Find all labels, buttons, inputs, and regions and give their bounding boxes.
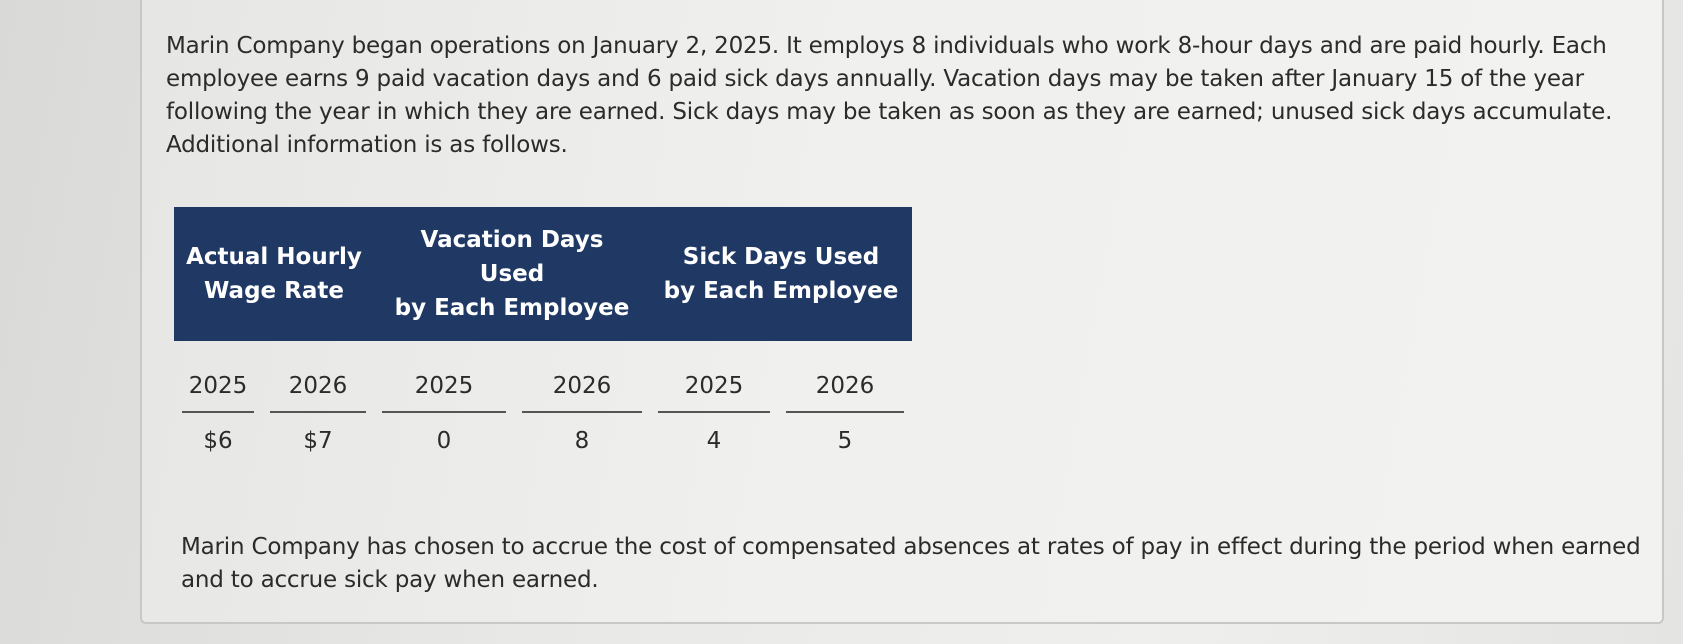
absence-data-table: [174, 207, 912, 469]
value-cell: $7: [303, 428, 333, 454]
year-cell: 2026: [778, 373, 912, 413]
table-header-row: [174, 207, 912, 341]
year-cell: 2026: [514, 373, 650, 413]
year-cell: 2025: [174, 373, 262, 413]
year-cell: 2025: [374, 373, 514, 413]
year-row: [174, 353, 912, 413]
value-row: [174, 413, 912, 469]
value-cell: $6: [203, 428, 233, 454]
year-cell: 2025: [650, 373, 778, 413]
header-wage-rate: Actual Hourly Wage Rate: [186, 244, 362, 304]
header-vacation-days: Vacation Days Used by Each Employee: [394, 227, 630, 321]
problem-outro-text: Marin Company has chosen to accrue the cost of compensated absences at rates of pay in effect during the period when earned and to accrue sick pay when earned.: [181, 534, 1641, 593]
value-cell: 4: [706, 428, 722, 454]
header-sick-days: Sick Days Used by Each Employee: [663, 244, 899, 304]
value-cell: 0: [436, 428, 452, 454]
problem-intro-text: Marin Company began operations on January 2, 2025. It employs 8 individuals who work 8-hour days and are paid hourly. Each employee earns 9 paid vacation days and 6 paid sick days annually. Vacation days may be taken after January 15 of the year following the year in which they are earned. Sick days may be taken as soon as they are earned; unused sick days accumulate. Additional information is as follows.: [166, 33, 1613, 158]
value-cell: 8: [574, 428, 590, 454]
year-cell: 2026: [262, 373, 374, 413]
value-cell: 5: [837, 428, 853, 454]
